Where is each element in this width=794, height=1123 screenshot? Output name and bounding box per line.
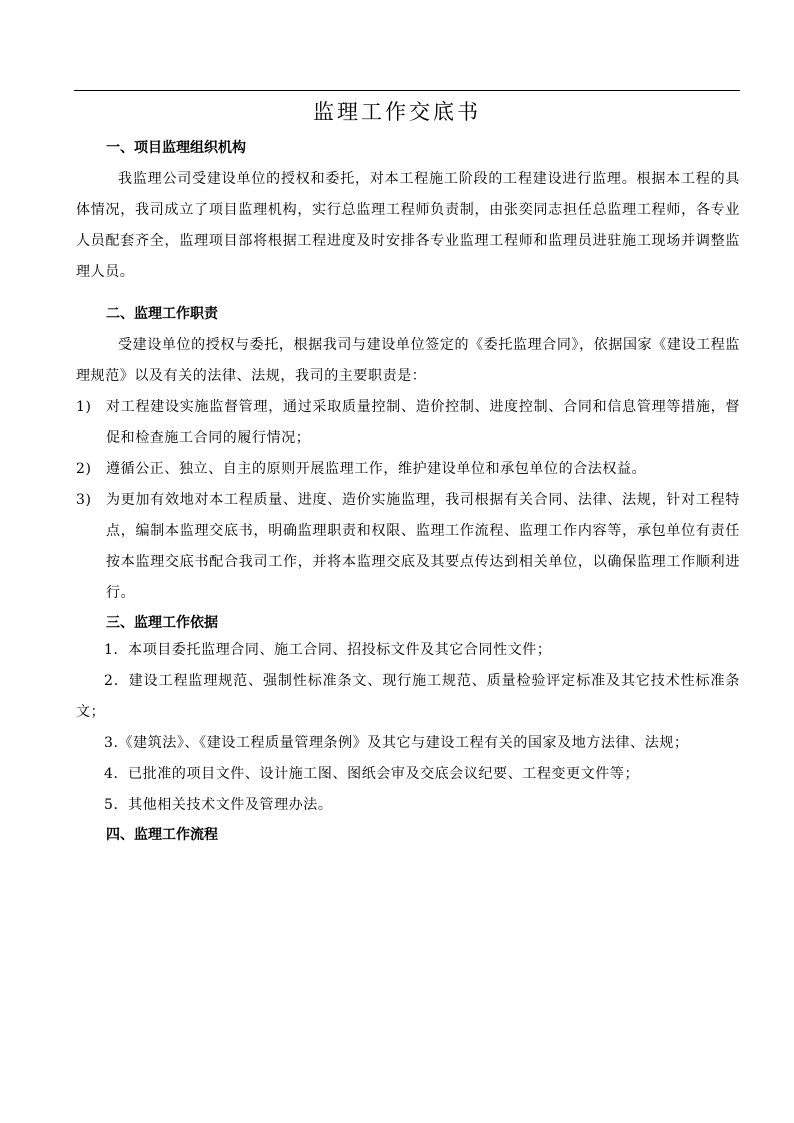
list-item-number: 1) (76, 399, 92, 415)
basis-item-1: 1．本项目委托监理合同、施工合同、招投标文件及其它合同性文件； (104, 642, 552, 658)
section-paragraph-2: 受建设单位的授权与委托，根据我司与建设单位签定的《委托监理合同》，依据国家《建设工程监理规范》以及有关的法律、法规，我司的主要职责是： (76, 337, 740, 384)
section-heading-1: 一、项目监理组织机构 (106, 140, 246, 156)
basis-item-4: 4．已批准的项目文件、设计施工图、图纸会审及交底会议纪要、工程变更文件等； (104, 766, 640, 782)
section-heading-3: 三、监理工作依据 (106, 615, 218, 631)
section-heading-4: 四、监理工作流程 (106, 827, 218, 843)
list-item-number: 3) (76, 492, 92, 508)
list-item (76, 392, 740, 454)
section-paragraph-1: 我监理公司受建设单位的授权和委托，对本工程施工阶段的工程建设进行监理。根据本工程的具体情况，我司成立了项目监理机构，实行总监理工程师负责制，由张奕同志担任总监理工程师，各专业人员配套齐全，监理项目部将根据工程进度及时安排各专业监理工程师和监理员进驻施工现场并调整监理人员。 (76, 171, 740, 280)
list-item-text: 对工程建设实施监督管理，通过采取质量控制、造价控制、进度控制、合同和信息管理等措施，督促和检查施工合同的履行情况； (106, 399, 740, 446)
list-item (76, 485, 740, 609)
basis-item-2: 2．建设工程监理规范、强制性标准条文、现行施工规范、质量检验评定标准及其它技术性标准条文； (76, 673, 740, 720)
header-rule (74, 90, 740, 91)
section-heading-2: 二、监理工作职责 (106, 306, 218, 322)
list-item-text: 遵循公正、独立、自主的原则开展监理工作，维护建设单位和承包单位的合法权益。 (106, 461, 647, 477)
list-item-text: 为更加有效地对本工程质量、进度、造价实施监理，我司根据有关合同、法律、法规，针对工程特点，编制本监理交底书，明确监理职责和权限、监理工作流程、监理工作内容等，承包单位有责任按本监理交底书配合我司工作，并将本监理交底及其要点传达到相关单位，以确保监理工作顺利进行。 (106, 492, 740, 601)
list-item-number: 2) (76, 461, 92, 477)
document-body (76, 136, 740, 847)
basis-item-5: 5．其他相关技术文件及管理办法。 (104, 797, 333, 813)
basis-item-3: 3.《建筑法》、《建设工程质量管理条例》及其它与建设工程有关的国家及地方法律、法规； (104, 735, 689, 751)
document-title: 监理工作交底书 (313, 100, 481, 124)
list-item (76, 454, 740, 485)
